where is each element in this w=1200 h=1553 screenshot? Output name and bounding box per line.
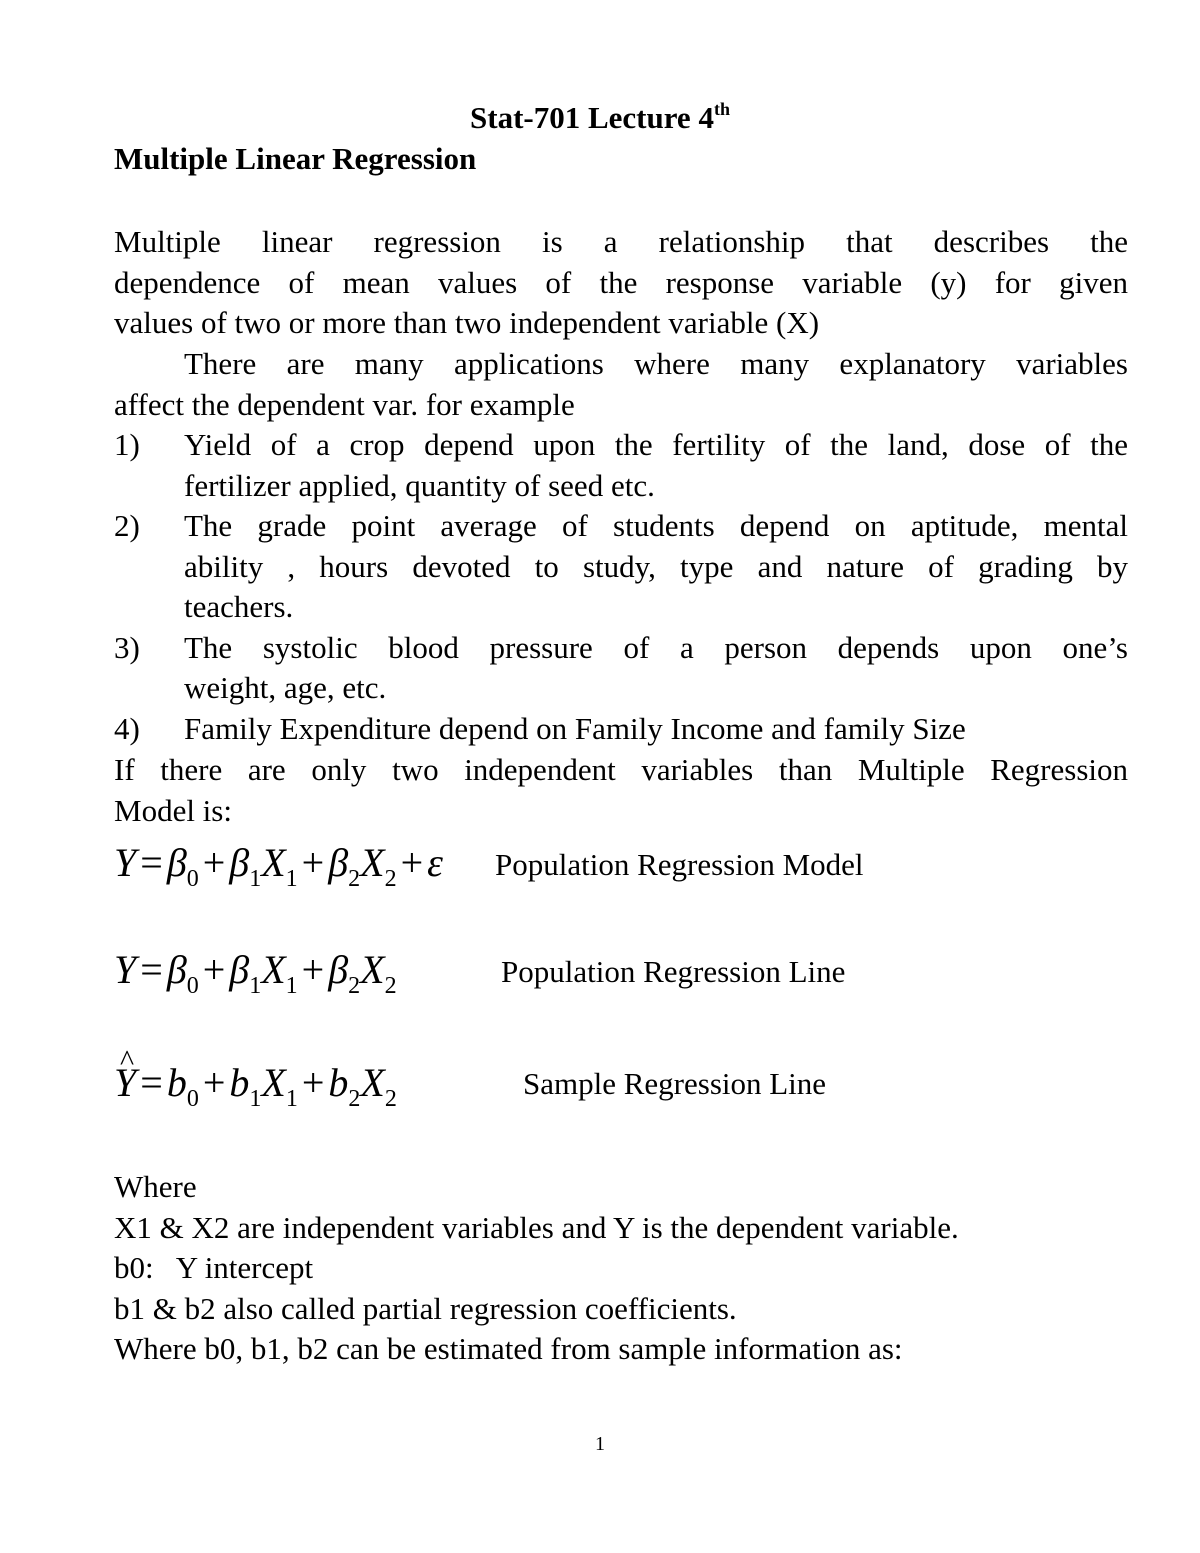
equation-label: Population Regression Model (495, 847, 864, 882)
text-line: The systolic blood pressure of a person depends upon one’s (184, 629, 1128, 665)
text-line: Yield of a crop depend upon the fertility of the land, dose of the (184, 427, 1128, 462)
text-line: b1 & b2 also called partial regression coefficients. (114, 1291, 737, 1326)
list-item (114, 425, 1128, 506)
text-line: teachers. (184, 589, 294, 624)
model-intro-paragraph (114, 750, 1128, 831)
text-line: Family Expenditure depend on Family Income and family Size (184, 710, 966, 746)
text-line: Model is: (114, 792, 232, 828)
text-line: Multiple linear regression is a relationship that describes the (114, 224, 1128, 259)
where-heading: Where (114, 1169, 197, 1204)
text-line: There are many applications where many explanatory variables (184, 346, 1128, 381)
list-item (114, 628, 1128, 709)
text-line: b0: Y intercept (114, 1250, 314, 1285)
text-line: The grade point average of students depend on aptitude, mental (184, 508, 1128, 543)
equation-label: Population Regression Line (501, 954, 846, 989)
text-line: weight, age, etc. (184, 670, 387, 705)
title-superscript: th (713, 99, 730, 119)
examples-list (114, 425, 1128, 749)
text-line: values of two or more than two independent variable (X) (114, 305, 820, 340)
list-number: 1) (114, 427, 140, 462)
equation-population-model: $Y = \beta_0 + \beta_1X_1 + \beta_2X_2 + \varepsilon$ (114, 840, 443, 892)
list-number: 3) (114, 629, 140, 665)
text-line: affect the dependent var. for example (114, 386, 575, 422)
applications-paragraph (114, 344, 1128, 425)
equation-sample-line: ^ $Y = b_0 + b_1X_1 + b_2X_2$ (114, 1058, 397, 1108)
equation-population-line: $Y = \beta_0 + \beta_1X_1 + \beta_2X_2$ (114, 947, 397, 999)
list-number: 4) (114, 710, 140, 746)
text-line: X1 & X2 are independent variables and Y is the dependent variable. (114, 1210, 959, 1245)
title-text: Stat-701 Lecture 4 (470, 100, 714, 135)
text-line: fertilizer applied, quantity of seed etc. (184, 467, 655, 503)
text-line: ability , hours devoted to study, type and nature of grading by (184, 548, 1128, 584)
page-title (0, 98, 1200, 138)
text-line: Where b0, b1, b2 can be estimated from sample information as: (114, 1331, 903, 1366)
equation-label: Sample Regression Line (523, 1066, 827, 1101)
section-heading: Multiple Linear Regression (114, 141, 477, 176)
intro-paragraph (114, 222, 1128, 344)
text-line: dependence of mean values of the response variable (y) for given (114, 264, 1128, 300)
page-number: 1 (595, 1433, 605, 1455)
list-item (114, 709, 1128, 750)
list-item (114, 506, 1128, 628)
text-line: If there are only two independent variables than Multiple Regression (114, 752, 1128, 787)
list-number: 2) (114, 508, 140, 543)
